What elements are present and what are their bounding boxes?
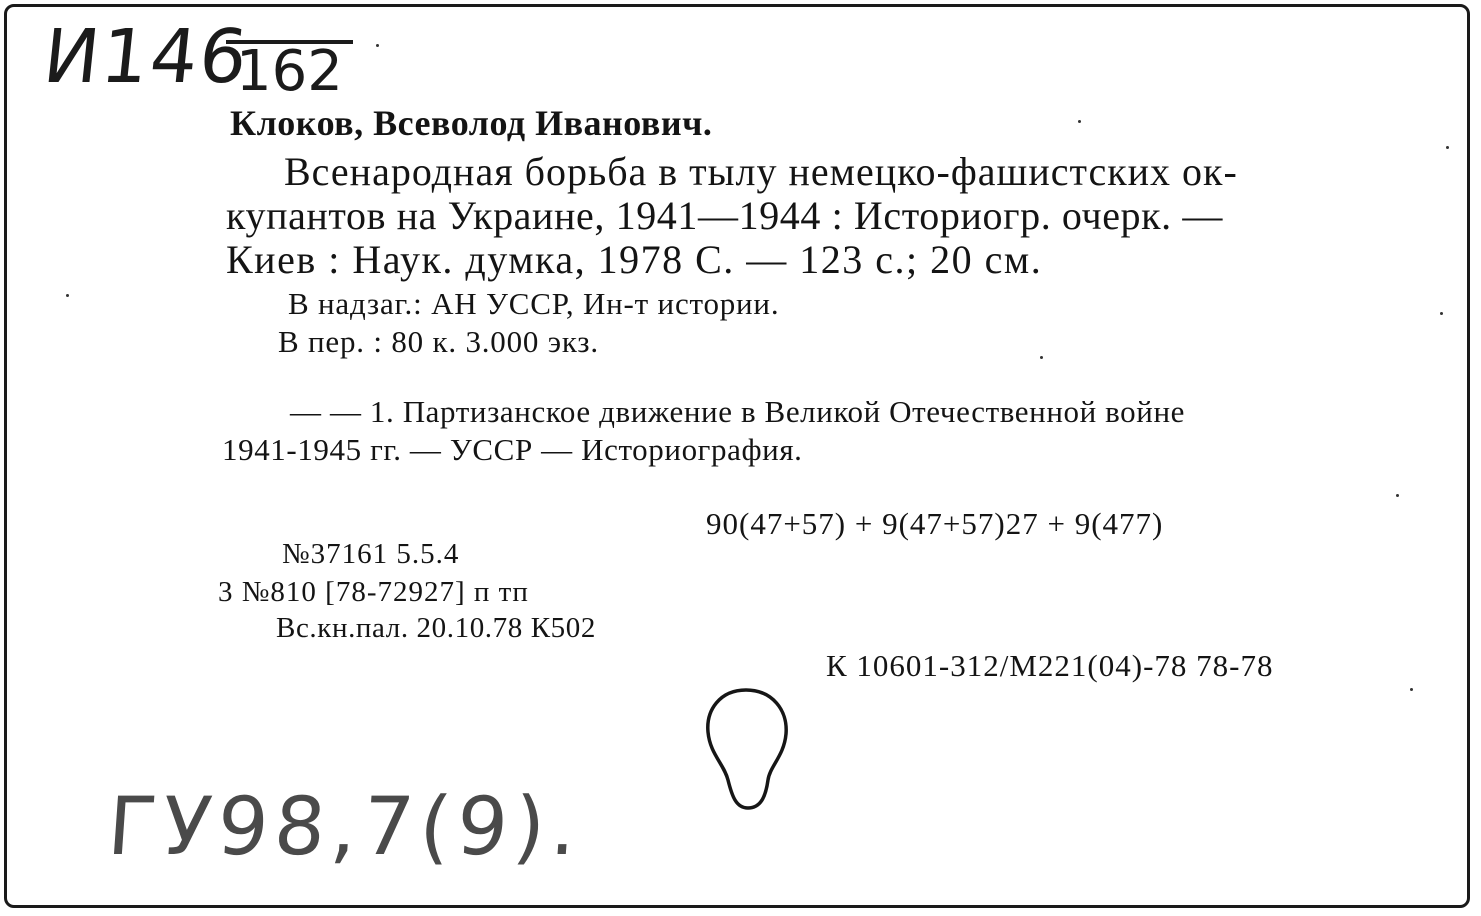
scan-speck [1078, 120, 1081, 123]
record-number-3: Вс.кн.пал. 20.10.78 К502 [276, 612, 596, 644]
scan-speck [1410, 688, 1413, 691]
scan-speck [66, 294, 69, 297]
publisher-code: К 10601-312/М221(04)-78 78-78 [826, 648, 1274, 683]
author-heading: Клоков, Всеволод Иванович. [230, 103, 713, 143]
title-line-2: купантов на Украине, 1941—1944 : Историогр. очерк. — [226, 193, 1223, 238]
punch-hole-icon [700, 684, 792, 818]
subject-line-1: — — 1. Партизанское движение в Великой Отечественной войне [290, 394, 1186, 429]
title-line-1: Всенародная борьба в тылу немецко-фашистских ок- [284, 149, 1238, 194]
note-line-2: В пер. : 80 к. 3.000 экз. [278, 324, 599, 359]
record-number-2: 3 №810 [78-72927] п тп [218, 576, 529, 608]
note-line-1: В надзаг.: АН УССР, Ин-т истории. [288, 286, 780, 321]
title-line-3: Киев : Наук. думка, 1978 С. — 123 с.; 20 см. [226, 237, 1043, 282]
scan-speck [1440, 312, 1443, 315]
subject-line-2: 1941-1945 гг. — УССР — Историография. [222, 432, 803, 467]
record-number-1: №37161 5.5.4 [282, 538, 460, 570]
call-number-main: И146 [39, 14, 254, 100]
scan-speck [1446, 146, 1449, 149]
scan-speck [1396, 494, 1399, 497]
scan-speck [1040, 356, 1043, 359]
classification-index: 90(47+57) + 9(47+57)27 + 9(477) [706, 506, 1164, 541]
handwritten-shelf-mark: ГУ98,7(9). [104, 780, 586, 873]
scan-speck [376, 44, 379, 47]
call-number-sub: 162 [226, 40, 353, 100]
